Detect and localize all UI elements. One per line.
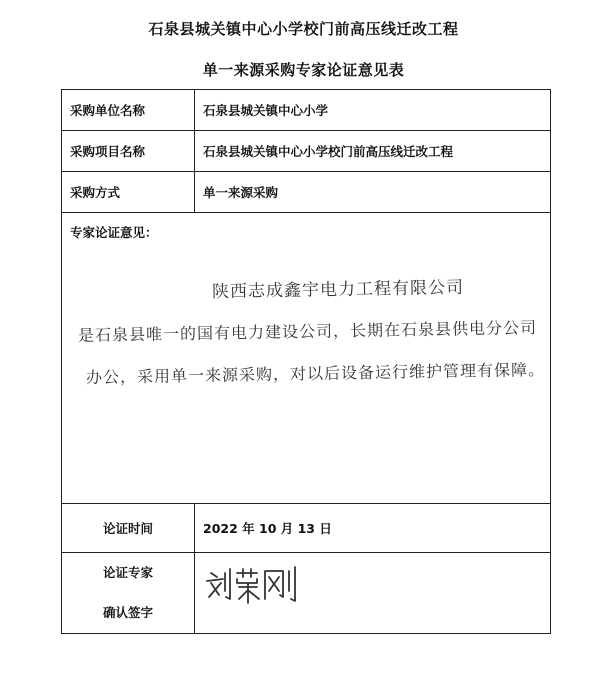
purchaser-label: 采购单位名称 [62, 90, 195, 131]
signature-label-line-2: 确认签字 [102, 605, 153, 620]
opinion-handwritten-line-2: 是石泉县唯一的国有电力建设公司，长期在石泉县供电分公司 [77, 317, 538, 346]
opinion-handwritten-line-3: 办公，采用单一来源采购，对以后设备运行维护管理有保障。 [85, 359, 546, 388]
opinion-cell [62, 213, 551, 504]
document-title: 石泉县城关镇中心小学校门前高压线迁改工程 [148, 20, 459, 38]
signature-cell [195, 553, 551, 634]
signature-label-line-1: 论证专家 [102, 565, 153, 580]
signature-label [62, 553, 195, 634]
handwritten-signature [203, 561, 303, 611]
date-label: 论证时间 [62, 504, 195, 553]
method-label: 采购方式 [62, 172, 195, 213]
table-row [62, 504, 551, 553]
table-row [62, 90, 551, 131]
project-label: 采购项目名称 [62, 131, 195, 172]
table-row [62, 553, 551, 634]
opinion-label: 专家论证意见： [70, 225, 158, 240]
table-row [62, 131, 551, 172]
table-row [62, 213, 551, 504]
method-value: 单一来源采购 [195, 172, 551, 213]
purchaser-value: 石泉县城关镇中心小学 [195, 90, 551, 131]
opinion-handwritten-line-1: 陕西志成鑫宇电力工程有限公司 [211, 277, 465, 303]
date-value: 2022 年 10 月 13 日 [195, 504, 551, 553]
table-row [62, 172, 551, 213]
document-subtitle: 单一来源采购专家论证意见表 [202, 61, 405, 79]
project-value: 石泉县城关镇中心小学校门前高压线迁改工程 [195, 131, 551, 172]
opinion-form-table [61, 89, 551, 634]
